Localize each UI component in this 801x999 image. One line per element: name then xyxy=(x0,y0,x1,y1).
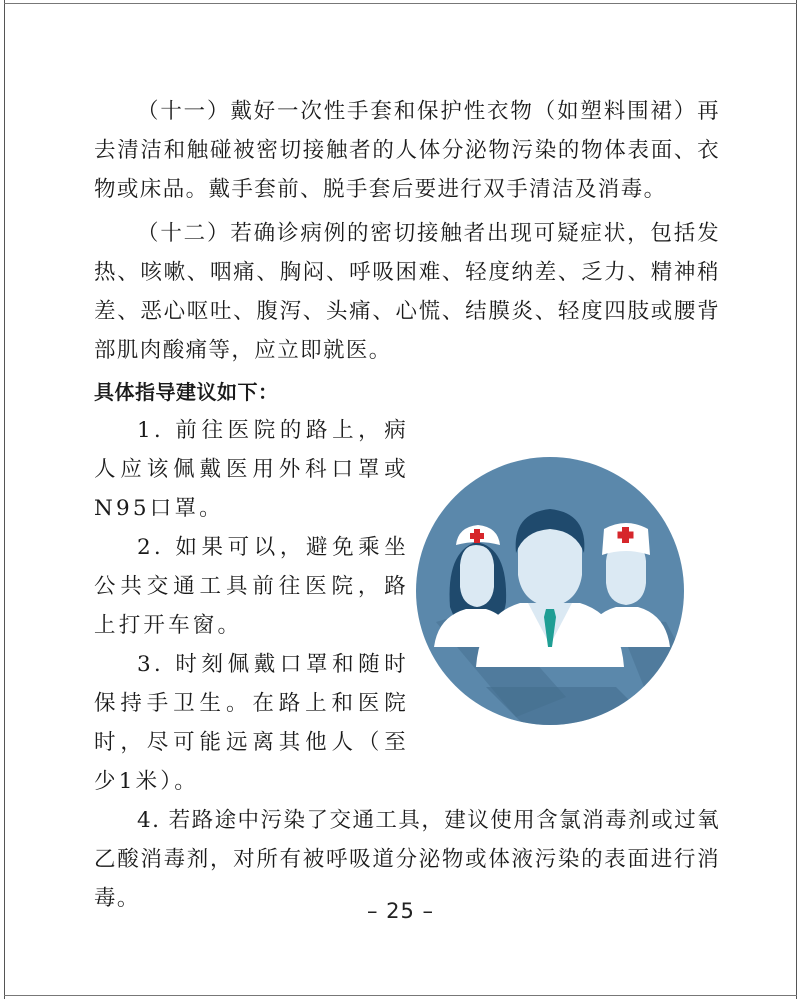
suggestions-column xyxy=(94,411,409,801)
suggestions-section xyxy=(94,411,720,801)
page-frame-bottom xyxy=(4,995,797,996)
suggestion-4: 4. 若路途中污染了交通工具，建议使用含氯消毒剂或过氧乙酸消毒剂，对所有被呼吸道分泌物或体液污染的表面进行消毒。 xyxy=(94,808,720,911)
page-frame-right xyxy=(796,0,797,999)
page-frame-top xyxy=(4,3,797,4)
page-frame-left xyxy=(4,0,5,999)
suggestion-2: 2. 如果可以，避免乘坐公共交通工具前往医院，路上打开车窗。 xyxy=(94,535,409,638)
suggestion-3: 3. 时刻佩戴口罩和随时保持手卫生。在路上和医院时，尽可能远离其他人（至少1米）。 xyxy=(94,652,409,794)
page-number: – 25 – xyxy=(366,899,435,923)
suggestion-1: 1. 前往医院的路上，病人应该佩戴医用外科口罩或N95口罩。 xyxy=(94,418,409,521)
medical-staff-illustration xyxy=(416,457,684,725)
guidance-heading: 具体指导建议如下： xyxy=(94,380,279,404)
document-body xyxy=(94,92,720,918)
paragraph-twelve: （十二）若确诊病例的密切接触者出现可疑症状，包括发热、咳嗽、咽痛、胸闷、呼吸困难、轻度纳差、乏力、精神稍差、恶心呕吐、腹泻、头痛、心慌、结膜炎、轻度四肢或腰背部肌肉酸痛等，应立即就医。 xyxy=(94,221,720,363)
paragraph-eleven: （十一）戴好一次性手套和保护性衣物（如塑料围裙）再去清洁和触碰被密切接触者的人体分泌物污染的物体表面、衣物或床品。戴手套前、脱手套后要进行双手清洁及消毒。 xyxy=(94,99,720,202)
